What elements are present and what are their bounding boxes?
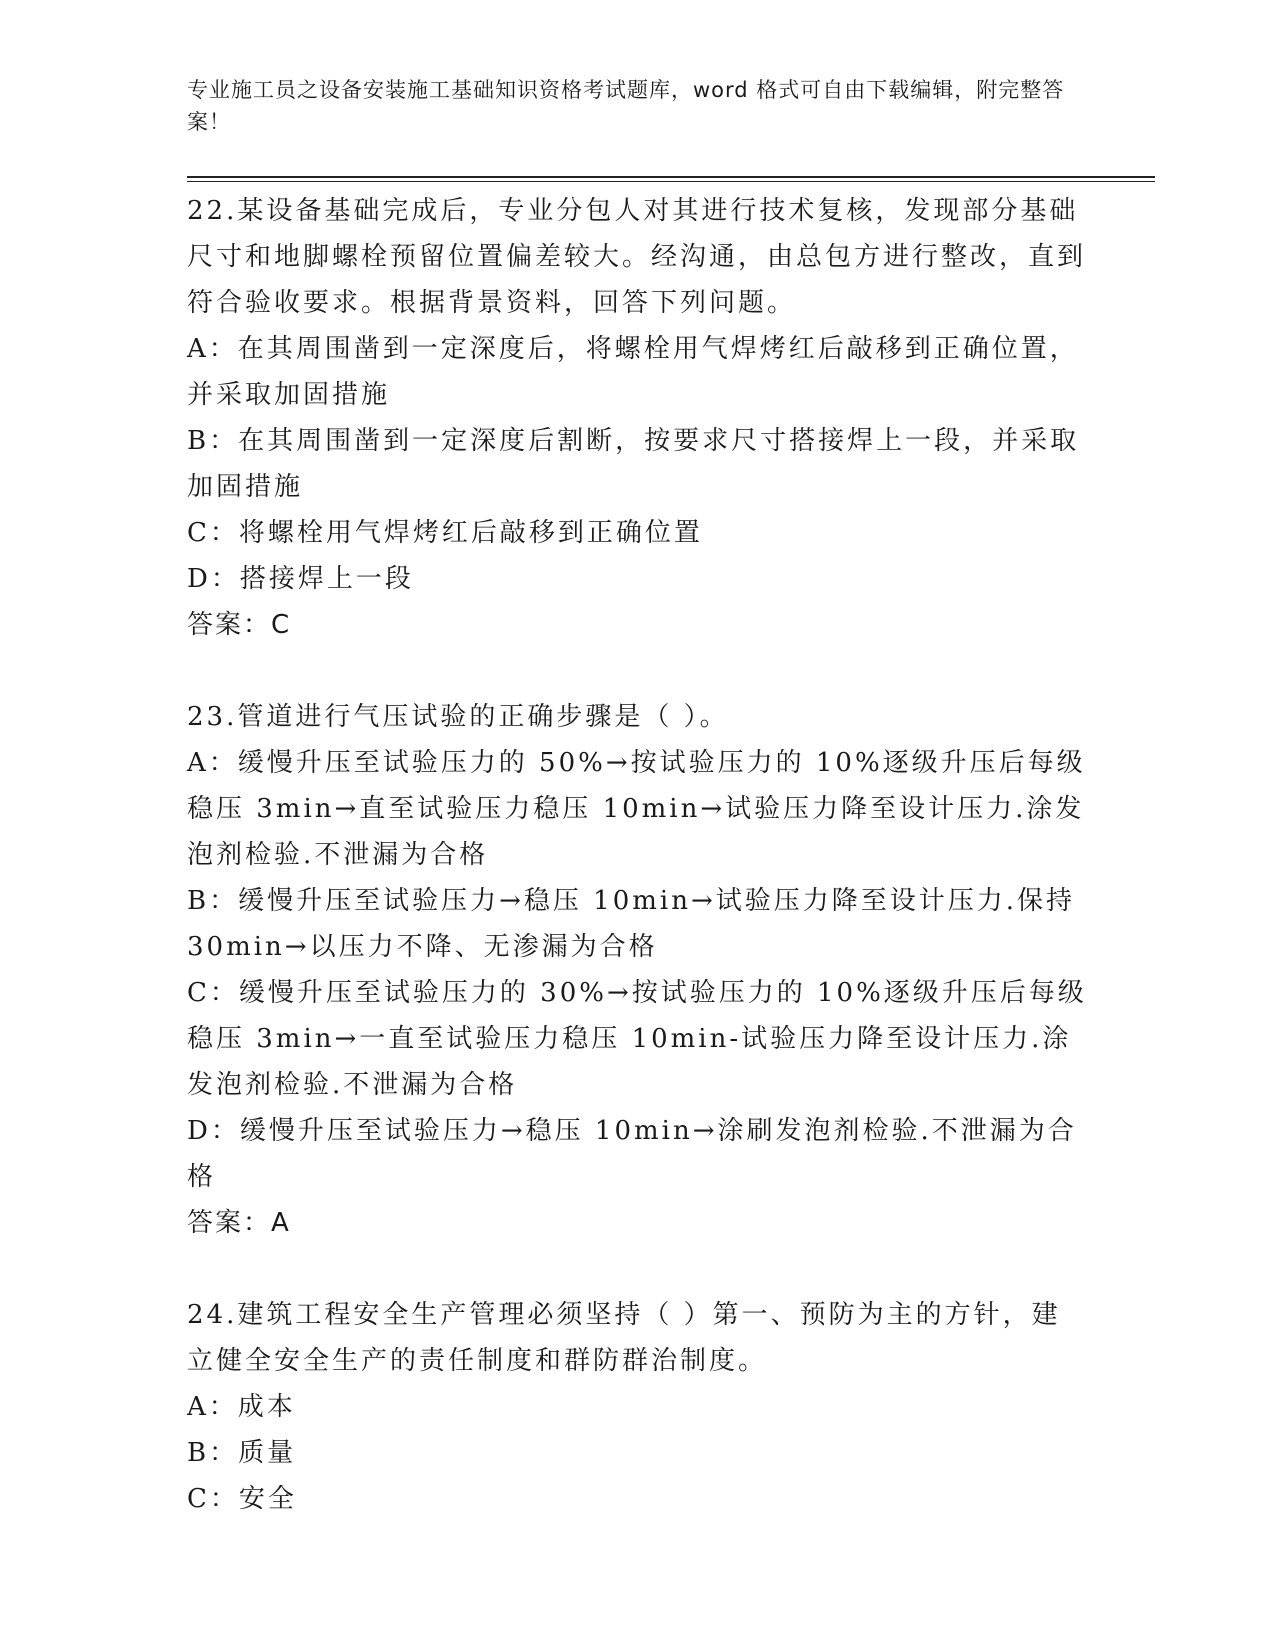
option-c: C：将螺栓用气焊烤红后敲移到正确位置 [187, 518, 703, 548]
option-d: D：搭接焊上一段 [187, 564, 414, 594]
option-b: B：在其周围凿到一定深度后割断，按要求尺寸搭接焊上一段，并采取加固措施 [187, 426, 1080, 502]
question-stem: 24.建筑工程安全生产管理必须坚持（ ）第一、预防为主的方针，建立健全安全生产的责任制度和群防群治制度。 [187, 1300, 1061, 1376]
question-23 [187, 694, 1087, 1246]
question-22 [187, 188, 1087, 648]
question-stem: 23.管道进行气压试验的正确步骤是（ ）。 [187, 702, 729, 732]
answer-label: 答案：A [187, 1208, 291, 1238]
header-divider-thick [187, 176, 1155, 178]
document-header: 专业施工员之设备安装施工基础知识资格考试题库，word 格式可自由下载编辑，附完整答案！ [187, 78, 1065, 134]
question-list [187, 188, 1087, 1568]
answer-label: 答案：C [187, 610, 292, 640]
option-d: D：缓慢升压至试验压力→稳压 10min→涂刷发泡剂检验.不泄漏为合格 [187, 1116, 1077, 1192]
option-c: C：安全 [187, 1484, 297, 1514]
option-b: B：质量 [187, 1438, 297, 1468]
option-b: B：缓慢升压至试验压力→稳压 10min→试验压力降至设计压力.保持30min→以压力不降、无渗漏为合格 [187, 886, 1076, 962]
option-a: A：在其周围凿到一定深度后，将螺栓用气焊烤红后敲移到正确位置，并采取加固措施 [187, 334, 1079, 410]
question-24 [187, 1292, 1087, 1522]
header-divider-thin [187, 181, 1155, 182]
option-c: C：缓慢升压至试验压力的 30%→按试验压力的 10%逐级升压后每级稳压 3min→一直至试验压力稳压 10min-试验压力降至设计压力.涂发泡剂检验.不泄漏为合格 [187, 978, 1087, 1100]
option-a: A：缓慢升压至试验压力的 50%→按试验压力的 10%逐级升压后每级稳压 3min→直至试验压力稳压 10min→试验压力降至设计压力.涂发泡剂检验.不泄漏为合格 [187, 748, 1086, 870]
question-stem: 22.某设备基础完成后，专业分包人对其进行技术复核，发现部分基础尺寸和地脚螺栓预留位置偏差较大。经沟通，由总包方进行整改，直到符合验收要求。根据背景资料，回答下列问题。 [187, 196, 1087, 318]
option-a: A：成本 [187, 1392, 296, 1422]
